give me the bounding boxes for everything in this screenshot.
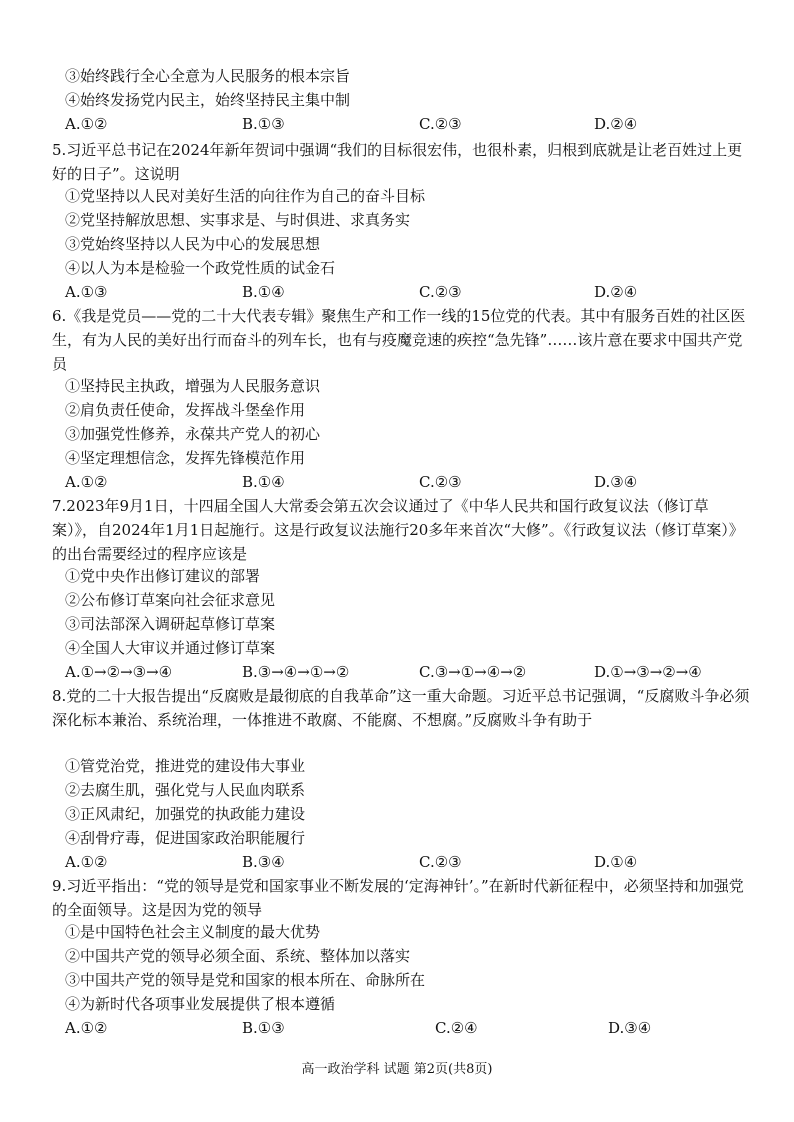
q7-item-1: ①党中央作出修订建议的部署 — [65, 567, 261, 585]
q9-choice-a: A.①② — [65, 1019, 108, 1037]
q7-choice-b: B.③→④→①→② — [242, 663, 350, 681]
q8-choice-d: D.①④ — [594, 853, 638, 871]
q4-choice-a: A.①② — [65, 115, 108, 133]
q8-stem: 8.党的二十大报告提出“反腐败是最彻底的自我革命”这一重大命题。习近平总书记强调，“反腐败斗争必须深化标本兼治、系统治理，一体推进不敢腐、不能腐、不想腐。”反腐败斗争有助于 — [52, 687, 750, 729]
q9-item-2: ②中国共产党的领导必须全面、系统、整体加以落实 — [65, 947, 411, 965]
q9-item-3: ③中国共产党的领导是党和国家的根本所在、命脉所在 — [65, 971, 426, 989]
q8-choices — [65, 850, 745, 874]
q4-item-4: ④始终发扬党内民主，始终坚持民主集中制 — [65, 91, 351, 109]
q6-choice-a: A.①② — [65, 473, 108, 491]
q7-stem: 7.2023年9月1日，十四届全国人大常委会第五次会议通过了《中华人民共和国行政复议法（修订草案）》，自2024年1月1日起施行。这是行政复议法施行20多年来首次“大修”。《行政复议法（修订草案）》的出台需要经过的程序应该是 — [52, 497, 744, 563]
page-footer: 高一政治学科 试题 第2页(共8页) — [301, 1062, 493, 1077]
q9-choice-b: B.①③ — [242, 1019, 285, 1037]
q8-item-1: ①管党治党，推进党的建设伟大事业 — [65, 757, 306, 775]
q7-choices — [65, 660, 745, 684]
q8-choice-c: C.②③ — [419, 853, 462, 871]
q9-stem: 9.习近平指出：“党的领导是党和国家事业不断发展的‘定海神针’。”在新时代新征程中，必须坚持和加强党的全面领导。这是因为党的领导 — [52, 877, 744, 919]
q5-choice-b: B.①④ — [242, 283, 285, 301]
q4-choice-c: C.②③ — [419, 115, 462, 133]
q4-item-3: ③始终践行全心全意为人民服务的根本宗旨 — [65, 67, 351, 85]
q4-choice-b: B.①③ — [242, 115, 285, 133]
q6-choice-c: C.②③ — [419, 473, 462, 491]
q6-item-1: ①坚持民主执政，增强为人民服务意识 — [65, 377, 321, 395]
q5-item-4: ④以人为本是检验一个政党性质的试金石 — [65, 259, 336, 277]
q6-stem: 6.《我是党员——党的二十大代表专辑》聚焦生产和工作一线的15位党的代表。其中有服务百姓的社区医生，有为人民的美好出行而奋斗的列车长，也有与疫魔竞速的疾控“急先锋”……该片意在要求中国共产党员 — [52, 307, 746, 373]
q8-choice-a: A.①② — [65, 853, 108, 871]
q7-choice-a: A.①→②→③→④ — [65, 663, 173, 681]
q9-choice-d: D.③④ — [608, 1019, 652, 1037]
q9-item-1: ①是中国特色社会主义制度的最大优势 — [65, 923, 321, 941]
q6-choices — [65, 470, 745, 494]
q8-choice-b: B.③④ — [242, 853, 285, 871]
q7-item-2: ②公布修订草案向社会征求意见 — [65, 591, 276, 609]
q5-item-2: ②党坚持解放思想、实事求是、与时俱进、求真务实 — [65, 211, 411, 229]
q6-item-3: ③加强党性修养，永葆共产党人的初心 — [65, 425, 321, 443]
q5-choices — [65, 280, 745, 304]
q5-stem: 5.习近平总书记在2024年新年贺词中强调“我们的目标很宏伟，也很朴素，归根到底就是让老百姓过上更好的日子”。这说明 — [52, 141, 743, 183]
q7-choice-c: C.③→①→④→② — [419, 663, 527, 681]
q5-choice-a: A.①③ — [65, 283, 108, 301]
q6-item-2: ②肩负责任使命，发挥战斗堡垒作用 — [65, 401, 306, 419]
q9-item-4: ④为新时代各项事业发展提供了根本遵循 — [65, 995, 336, 1013]
q9-choice-c: C.②④ — [435, 1019, 478, 1037]
q9-choices — [65, 1016, 745, 1040]
q7-choice-d: D.①→③→②→④ — [594, 663, 702, 681]
q8-item-3: ③正风肃纪，加强党的执政能力建设 — [65, 805, 306, 823]
q8-item-4: ④刮骨疗毒，促进国家政治职能履行 — [65, 829, 306, 847]
q4-choice-d: D.②④ — [594, 115, 638, 133]
q5-item-3: ③党始终坚持以人民为中心的发展思想 — [65, 235, 321, 253]
q6-choice-d: D.③④ — [594, 473, 638, 491]
q6-choice-b: B.①④ — [242, 473, 285, 491]
q7-item-4: ④全国人大审议并通过修订草案 — [65, 639, 276, 657]
q4-choices — [65, 112, 745, 136]
q7-item-3: ③司法部深入调研起草修订草案 — [65, 615, 276, 633]
q8-item-2: ②去腐生肌，强化党与人民血肉联系 — [65, 781, 306, 799]
q6-item-4: ④坚定理想信念，发挥先锋模范作用 — [65, 449, 306, 467]
q5-item-1: ①党坚持以人民对美好生活的向往作为自己的奋斗目标 — [65, 187, 426, 205]
q5-choice-d: D.②④ — [594, 283, 638, 301]
q5-choice-c: C.②③ — [419, 283, 462, 301]
